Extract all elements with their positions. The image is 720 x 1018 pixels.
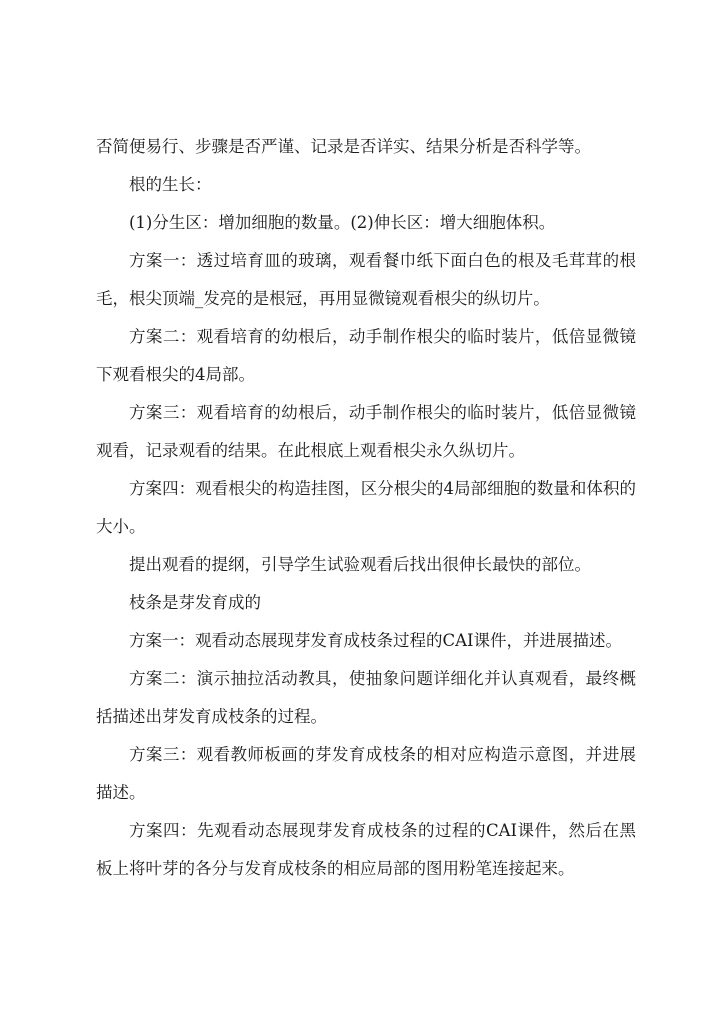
- paragraph-root-plan-3: 方案三：观看培育的幼根后，动手制作根尖的临时装片，低倍显微镜观看，记录观看的结果。在此根底上观看根尖永久纵切片。: [96, 403, 636, 460]
- paragraph-continuation: 否简便易行、步骤是否严谨、记录是否详实、结果分析是否科学等。: [96, 137, 591, 156]
- paragraph-branch-plan-2: 方案二：演示抽拉活动教具，使抽象问题详细化并认真观看，最终概括描述出芽发育成枝条的过程。: [96, 669, 636, 726]
- paragraph-branch-plan-4: 方案四：先观看动态展现芽发育成枝条的过程的CAI课件，然后在黑板上将叶芽的各分与发育成枝条的相应局部的图用粉笔连接起来。: [96, 821, 636, 878]
- paragraph-root-plan-1: 方案一：透过培育皿的玻璃，观看餐巾纸下面白色的根及毛茸茸的根毛，根尖顶端_发亮的是根冠，再用显微镜观看根尖的纵切片。: [96, 251, 636, 308]
- heading-root-growth: 根的生长：: [129, 175, 212, 194]
- paragraph-branch-plan-3: 方案三：观看教师板画的芽发育成枝条的相对应构造示意图，并进展描述。: [96, 745, 636, 802]
- paragraph-observation-outline: 提出观看的提纲，引导学生试验观看后找出很伸长最快的部位。: [129, 555, 591, 574]
- heading-branch-from-bud: 枝条是芽发育成的: [129, 593, 261, 612]
- paragraph-root-plan-2: 方案二：观看培育的幼根后，动手制作根尖的临时装片，低倍显微镜下观看根尖的4局部。: [96, 327, 636, 384]
- paragraph-root-zones: (1)分生区：增加细胞的数量。(2)伸长区：增大细胞体积。: [129, 213, 556, 232]
- paragraph-root-plan-4: 方案四：观看根尖的构造挂图，区分根尖的4局部细胞的数量和体积的大小。: [96, 479, 636, 536]
- paragraph-branch-plan-1: 方案一：观看动态展现芽发育成枝条过程的CAI课件，并进展描述。: [129, 631, 623, 650]
